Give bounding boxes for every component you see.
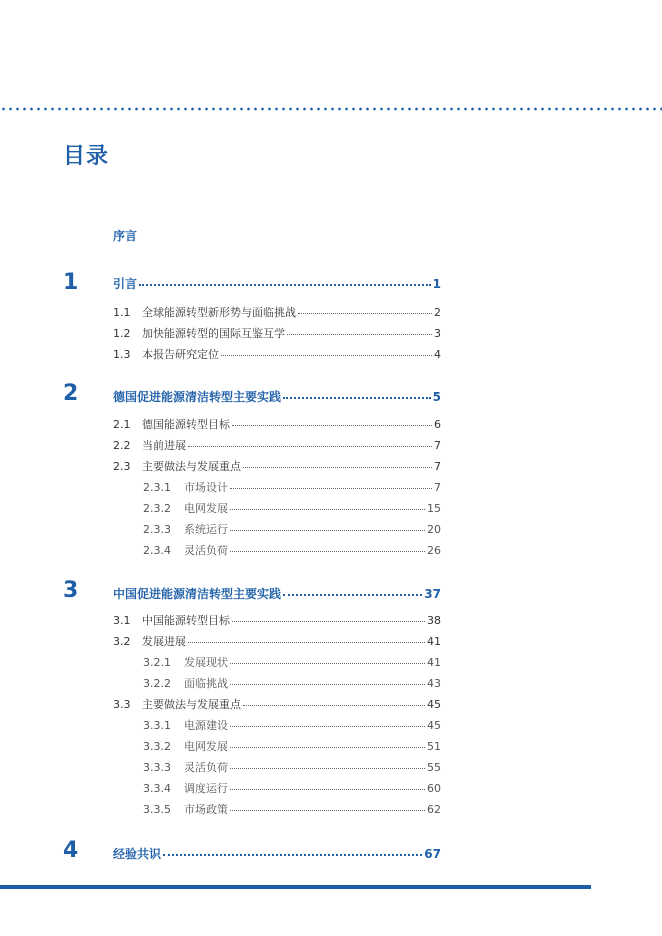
dot-leader <box>230 551 425 552</box>
dot-leader <box>230 747 425 748</box>
toc-page: 51 <box>427 740 441 753</box>
toc-label: 灵活负荷 <box>184 544 228 557</box>
toc-page: 45 <box>427 698 441 711</box>
toc-page: 55 <box>427 761 441 774</box>
toc-page: 41 <box>427 635 441 648</box>
toc-entry-number: 3.3 <box>113 698 131 711</box>
toc-label: 当前进展 <box>142 439 186 452</box>
chapter-number: 1 <box>63 270 79 295</box>
toc-subentry[interactable] <box>143 654 441 670</box>
dot-leader <box>230 789 425 790</box>
dot-leader <box>230 726 425 727</box>
toc-page: 5 <box>432 390 441 404</box>
dot-leader <box>283 594 422 596</box>
dot-leader <box>163 854 422 856</box>
toc-entry-number: 3.1 <box>113 614 131 627</box>
toc-chapter-2[interactable] <box>113 388 441 405</box>
dot-leader <box>243 705 425 706</box>
toc-chapter-3[interactable] <box>113 585 441 602</box>
dotted-divider <box>0 107 662 111</box>
toc-subentry[interactable] <box>143 542 441 558</box>
toc-entry-number: 3.3.2 <box>143 740 171 753</box>
toc-chapter-1[interactable] <box>113 275 441 292</box>
dot-leader <box>230 488 432 489</box>
toc-page: 38 <box>427 614 441 627</box>
dot-leader <box>283 397 431 399</box>
toc-entry[interactable] <box>113 633 441 649</box>
toc-label: 主要做法与发展重点 <box>142 698 241 711</box>
toc-page: 26 <box>427 544 441 557</box>
toc-entry-number: 2.3.1 <box>143 481 171 494</box>
toc-page: 7 <box>434 460 441 473</box>
toc-label: 发展进展 <box>142 635 186 648</box>
toc-page: 62 <box>427 803 441 816</box>
toc-page: 6 <box>434 418 441 431</box>
toc-entry-number: 3.3.3 <box>143 761 171 774</box>
toc-page: 37 <box>424 587 441 601</box>
dot-leader <box>230 768 425 769</box>
toc-page: 4 <box>434 348 441 361</box>
toc-entry[interactable] <box>113 612 441 628</box>
toc-entry[interactable] <box>113 458 441 474</box>
toc-label: 德国能源转型目标 <box>142 418 230 431</box>
toc-label: 引言 <box>113 277 138 291</box>
chapter-number: 4 <box>63 838 79 863</box>
toc-entry-number: 3.3.4 <box>143 782 171 795</box>
toc-subentry[interactable] <box>143 759 441 775</box>
dot-leader <box>298 313 432 314</box>
toc-page: 20 <box>427 523 441 536</box>
toc-entry[interactable] <box>113 346 441 362</box>
toc-label: 中国能源转型目标 <box>142 614 230 627</box>
toc-entry-number: 1.2 <box>113 327 131 340</box>
toc-page: 7 <box>434 481 441 494</box>
toc-label: 中国促进能源清洁转型主要实践 <box>113 587 282 601</box>
toc-subentry[interactable] <box>143 675 441 691</box>
toc-entry[interactable] <box>113 437 441 453</box>
toc-label: 市场政策 <box>184 803 228 816</box>
toc-label: 主要做法与发展重点 <box>142 460 241 473</box>
toc-label: 电源建设 <box>184 719 228 732</box>
toc-entry-number: 2.2 <box>113 439 131 452</box>
toc-subentry[interactable] <box>143 521 441 537</box>
dot-leader <box>232 621 425 622</box>
toc-label: 全球能源转型新形势与面临挑战 <box>142 306 296 319</box>
toc-entry-number: 3.2 <box>113 635 131 648</box>
dot-leader <box>287 334 432 335</box>
dot-leader <box>243 467 432 468</box>
toc-page: 45 <box>427 719 441 732</box>
toc-entry-number: 3.3.1 <box>143 719 171 732</box>
dot-leader <box>230 684 425 685</box>
dot-leader <box>139 284 431 286</box>
dot-leader <box>230 663 425 664</box>
toc-subentry[interactable] <box>143 801 441 817</box>
toc-subentry[interactable] <box>143 738 441 754</box>
chapter-number: 2 <box>63 381 79 406</box>
toc-page: 43 <box>427 677 441 690</box>
toc-page: 41 <box>427 656 441 669</box>
page-title: 目录 <box>63 144 110 169</box>
toc-page: 1 <box>432 277 441 291</box>
toc-label: 发展现状 <box>184 656 228 669</box>
toc-label: 电网发展 <box>184 502 228 515</box>
dot-leader <box>230 530 425 531</box>
dot-leader <box>188 642 425 643</box>
toc-label: 德国促进能源清洁转型主要实践 <box>113 390 282 404</box>
toc-entry[interactable] <box>113 304 441 320</box>
toc-chapter-4[interactable] <box>113 845 441 862</box>
footer-bar <box>0 885 591 889</box>
toc-page: 7 <box>434 439 441 452</box>
toc-entry-number: 1.3 <box>113 348 131 361</box>
toc-label: 系统运行 <box>184 523 228 536</box>
toc-label: 市场设计 <box>184 481 228 494</box>
toc-entry-number: 2.3.4 <box>143 544 171 557</box>
toc-entry[interactable] <box>113 325 441 341</box>
toc-entry-number: 3.2.1 <box>143 656 171 669</box>
dot-leader <box>232 425 432 426</box>
toc-page: 60 <box>427 782 441 795</box>
toc-label: 调度运行 <box>184 782 228 795</box>
toc-entry-number: 2.1 <box>113 418 131 431</box>
toc-subentry[interactable] <box>143 500 441 516</box>
dot-leader <box>230 509 425 510</box>
toc-page: 15 <box>427 502 441 515</box>
toc-label: 电网发展 <box>184 740 228 753</box>
toc-page: 67 <box>424 847 441 861</box>
toc-page: 3 <box>434 327 441 340</box>
toc-entry-number: 2.3.2 <box>143 502 171 515</box>
toc-subentry[interactable] <box>143 780 441 796</box>
toc-label: 本报告研究定位 <box>142 348 219 361</box>
toc-label: 面临挑战 <box>184 677 228 690</box>
toc-page: 2 <box>434 306 441 319</box>
dot-leader <box>188 446 432 447</box>
toc-entry-number: 1.1 <box>113 306 131 319</box>
chapter-number: 3 <box>63 578 79 603</box>
dot-leader <box>230 810 425 811</box>
toc-label: 灵活负荷 <box>184 761 228 774</box>
toc-entry[interactable] <box>113 416 441 432</box>
toc-preface-link[interactable]: 序言 <box>113 229 138 243</box>
toc-entry-number: 3.2.2 <box>143 677 171 690</box>
toc-entry-number: 2.3 <box>113 460 131 473</box>
toc-subentry[interactable] <box>143 479 441 495</box>
toc-label: 经验共识 <box>113 847 162 861</box>
toc-entry[interactable] <box>113 696 441 712</box>
toc-label: 加快能源转型的国际互鉴互学 <box>142 327 285 340</box>
dot-leader <box>221 355 432 356</box>
toc-entry-number: 3.3.5 <box>143 803 171 816</box>
toc-entry-number: 2.3.3 <box>143 523 171 536</box>
toc-subentry[interactable] <box>143 717 441 733</box>
